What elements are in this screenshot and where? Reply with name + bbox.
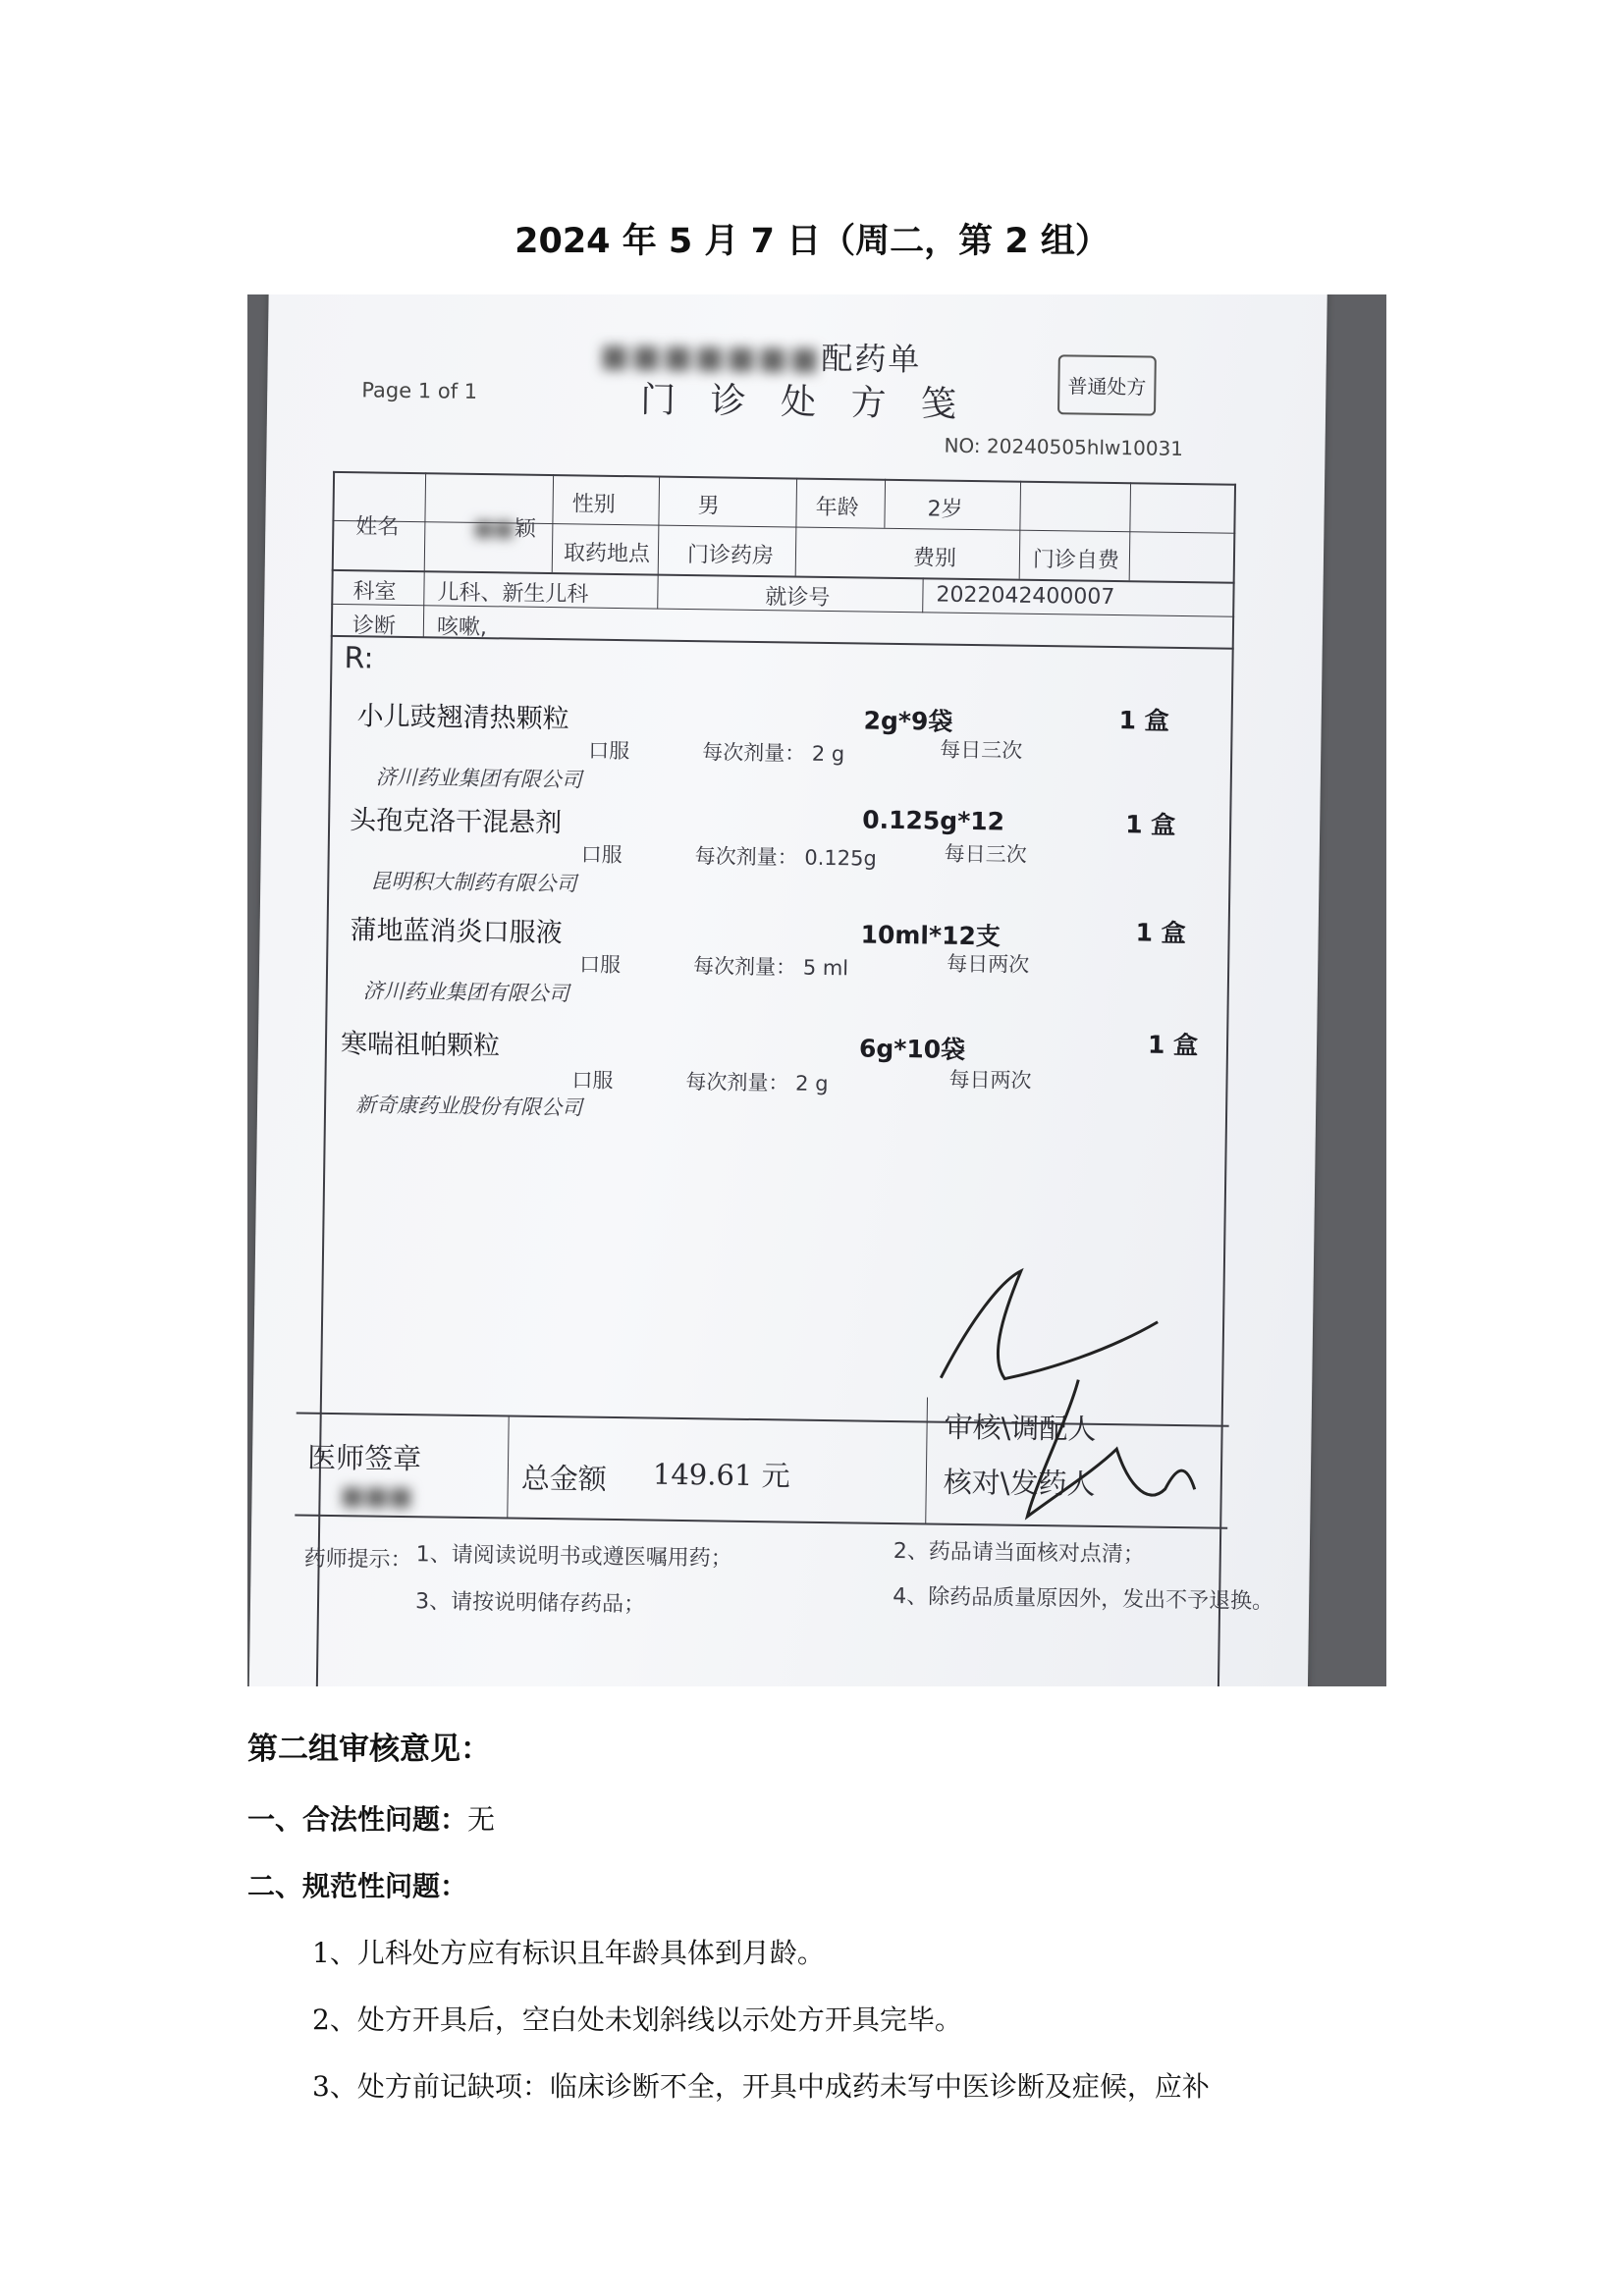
prescription-photo <box>247 294 1386 1686</box>
sex-label: 性别 <box>571 492 616 517</box>
drug-route: 口服 <box>571 1068 614 1093</box>
drug-route: 口服 <box>580 842 623 868</box>
drug-maker: 济川药业集团有限公司 <box>362 979 569 1006</box>
drug-name: 寒喘祖帕颗粒 <box>340 1029 501 1062</box>
total-label: 总金额 <box>520 1461 608 1496</box>
sex-value: 男 <box>697 494 720 519</box>
legality-value: 无 <box>467 1803 496 1836</box>
tips-label: 药师提示： <box>303 1546 412 1574</box>
drug-route: 口服 <box>588 738 630 764</box>
legality-section <box>247 1798 495 1838</box>
drug-freq: 每日两次 <box>948 1067 1032 1093</box>
norm-section <box>247 1865 467 1904</box>
diagnosis-value: 咳嗽, <box>436 614 488 641</box>
review-label: 审核\调配人 <box>944 1410 1097 1446</box>
form-title: 门 诊 处 方 笺 <box>639 380 969 425</box>
prescription-paper <box>249 294 1327 1686</box>
drug-route: 口服 <box>578 952 622 978</box>
patient-name: ■■颖 <box>473 515 537 542</box>
drug-name: 蒲地蓝消炎口服液 <box>350 915 563 949</box>
dept-label: 科室 <box>352 579 397 605</box>
drug-freq: 每日三次 <box>940 737 1023 763</box>
drug-name: 头孢克洛干混悬剂 <box>349 805 563 839</box>
drug-dose: 每次剂量： 0.125g <box>694 844 877 871</box>
drug-spec: 6g*10袋 <box>858 1034 966 1064</box>
norm-item: 3、处方前记缺项：临床诊断不全，开具中成药未写中医诊断及症候，应补 <box>312 2070 1210 2103</box>
drug-dose: 每次剂量： 5 ml <box>692 954 849 981</box>
visit-no-label: 就诊号 <box>765 585 831 612</box>
visit-no-value: 2022042400007 <box>936 582 1115 611</box>
check-label: 核对\发药人 <box>943 1465 1096 1501</box>
norm-item: 1、儿科处方应有标识且年龄具体到月龄。 <box>312 1937 825 1969</box>
drug-maker: 新奇康药业股份有限公司 <box>354 1093 583 1120</box>
dept-value: 儿科、新生儿科 <box>437 580 589 608</box>
age-value: 2岁 <box>927 497 963 522</box>
drug-maker: 昆明积大制药有限公司 <box>370 869 577 896</box>
tip-item: 2、药品请当面核对点清； <box>893 1539 1145 1568</box>
handwritten-signature <box>929 1260 1227 1559</box>
rx-symbol: R: <box>344 641 374 676</box>
fee-type-label: 费别 <box>912 546 957 571</box>
drug-dose: 每次剂量： 2 g <box>702 740 845 767</box>
doctor-sign-label: 医师签章 <box>306 1440 422 1476</box>
drug-freq: 每日三次 <box>944 841 1027 867</box>
drug-dose: 每次剂量： 2 g <box>685 1070 829 1096</box>
total-value: 149.61 元 <box>652 1457 790 1493</box>
drug-spec: 2g*9袋 <box>863 706 953 736</box>
page-label: Page 1 of 1 <box>361 378 478 403</box>
document-title: 2024 年 5 月 7 日（周二，第 2 组） <box>514 222 1110 261</box>
drug-maker: 济川药业集团有限公司 <box>375 765 582 792</box>
tip-item: 3、请按说明储存药品； <box>414 1589 646 1618</box>
age-label: 年龄 <box>815 495 859 521</box>
hospital-header: ■■■■■■■配药单 <box>599 336 922 379</box>
drug-freq: 每日两次 <box>947 951 1030 977</box>
drug-qty: 1 盒 <box>1147 1030 1199 1060</box>
name-label: 姓名 <box>355 514 400 540</box>
pickup-label: 取药地点 <box>563 541 651 567</box>
norm-label: 二、规范性问题： <box>247 1870 468 1902</box>
pickup-value: 门诊药房 <box>686 542 775 569</box>
prescription-number: NO: 20240505hlw10031 <box>944 433 1184 461</box>
drug-qty: 1 盒 <box>1124 810 1176 839</box>
drug-qty: 1 盒 <box>1135 918 1186 948</box>
doctor-signature-blurred: ■■■ <box>340 1481 413 1513</box>
tip-item: 4、除药品质量原因外，发出不予退换。 <box>893 1584 1274 1615</box>
opinion-heading: 第二组审核意见： <box>247 1732 491 1767</box>
drug-name: 小儿豉翘清热颗粒 <box>356 701 569 735</box>
drug-spec: 0.125g*12 <box>862 805 1005 836</box>
diagnosis-label: 诊断 <box>352 614 397 639</box>
prescription-type-stamp: 普通处方 <box>1057 354 1157 415</box>
drug-qty: 1 盒 <box>1118 706 1169 735</box>
norm-item: 2、处方开具后，空白处未划斜线以示处方开具完毕。 <box>312 2003 962 2036</box>
tip-item: 1、请阅读说明书或遵医嘱用药； <box>415 1542 732 1572</box>
fee-type-value: 门诊自费 <box>1032 547 1120 574</box>
drug-spec: 10ml*12支 <box>860 920 1001 951</box>
legality-label: 一、合法性问题： <box>247 1803 468 1836</box>
